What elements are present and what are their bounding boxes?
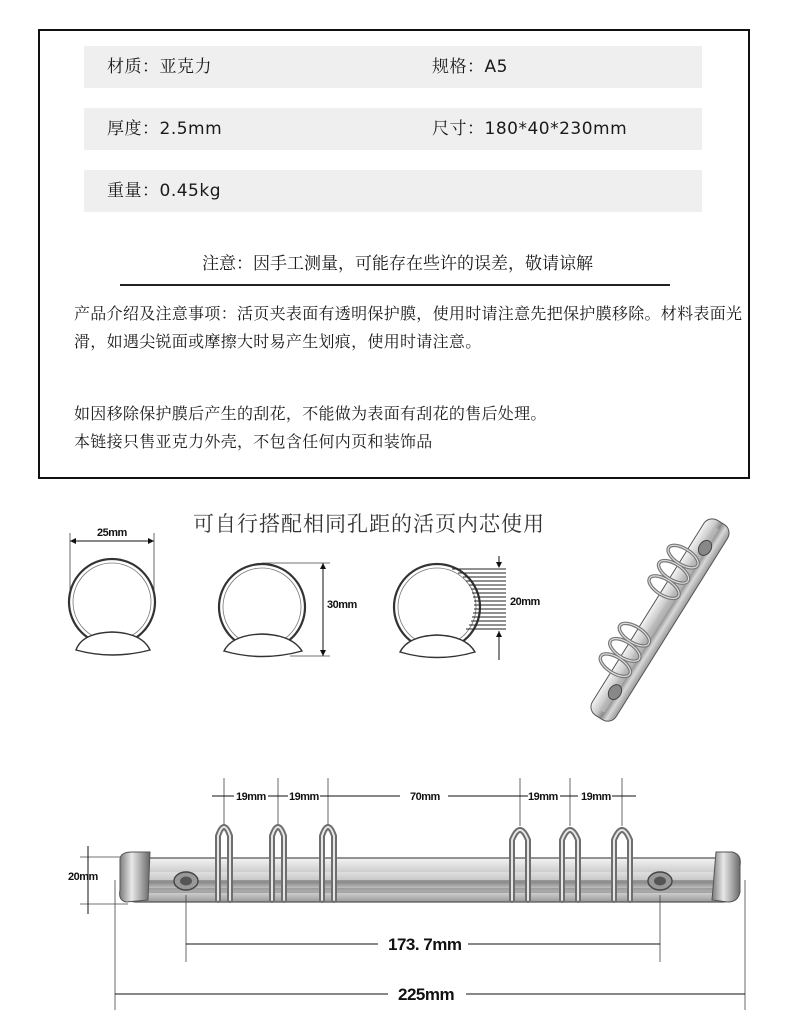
gap-3-label: 70mm [410,791,440,803]
thickness-label: 厚度：2.5mm [107,119,223,139]
gap-5-label: 19mm [581,791,611,803]
diagram-title: 可自行搭配相同孔距的活页内芯使用 [193,512,545,536]
contents-notice-text: 本链接只售亚克力外壳，不包含任何内页和装饰品 [74,432,433,451]
mechanism-photo [573,506,733,725]
product-intro-text: 产品介绍及注意事项：活页夹表面有透明保护膜，使用时请注意先把保护膜移除。材料表面光滑，如遇尖锐面或摩擦大时易产生划痕，使用时请注意。 [74,304,743,351]
scratch-notice-text: 如因移除保护膜后产生的刮花，不能做为表面有刮花的售后处理。 [74,404,547,423]
ring-width-diagram [69,527,155,655]
size-spec-label: 规格：A5 [432,57,508,77]
total-length-label: 225mm [398,985,455,1004]
ring-depth-diagram [394,556,541,660]
hole-span-label: 173. 7mm [388,935,462,954]
mech-height-label: 20mm [68,871,98,883]
gap-1-label: 19mm [236,791,266,803]
ring-height-label: 30mm [327,599,357,611]
gap-2-label: 19mm [289,791,319,803]
gap-4-label: 19mm [528,791,558,803]
ring-width-label: 25mm [97,527,127,539]
mechanism-dimension-diagram [68,778,745,1010]
material-label: 材质：亚克力 [107,57,212,77]
measurement-notice: 注意：因手工测量，可能存在些许的误差，敬请谅解 [202,254,593,274]
weight-label: 重量：0.45kg [107,181,221,201]
ring-height-diagram [219,563,358,657]
ring-depth-label: 20mm [510,596,540,608]
dimensions-label: 尺寸：180*40*230mm [432,119,628,139]
